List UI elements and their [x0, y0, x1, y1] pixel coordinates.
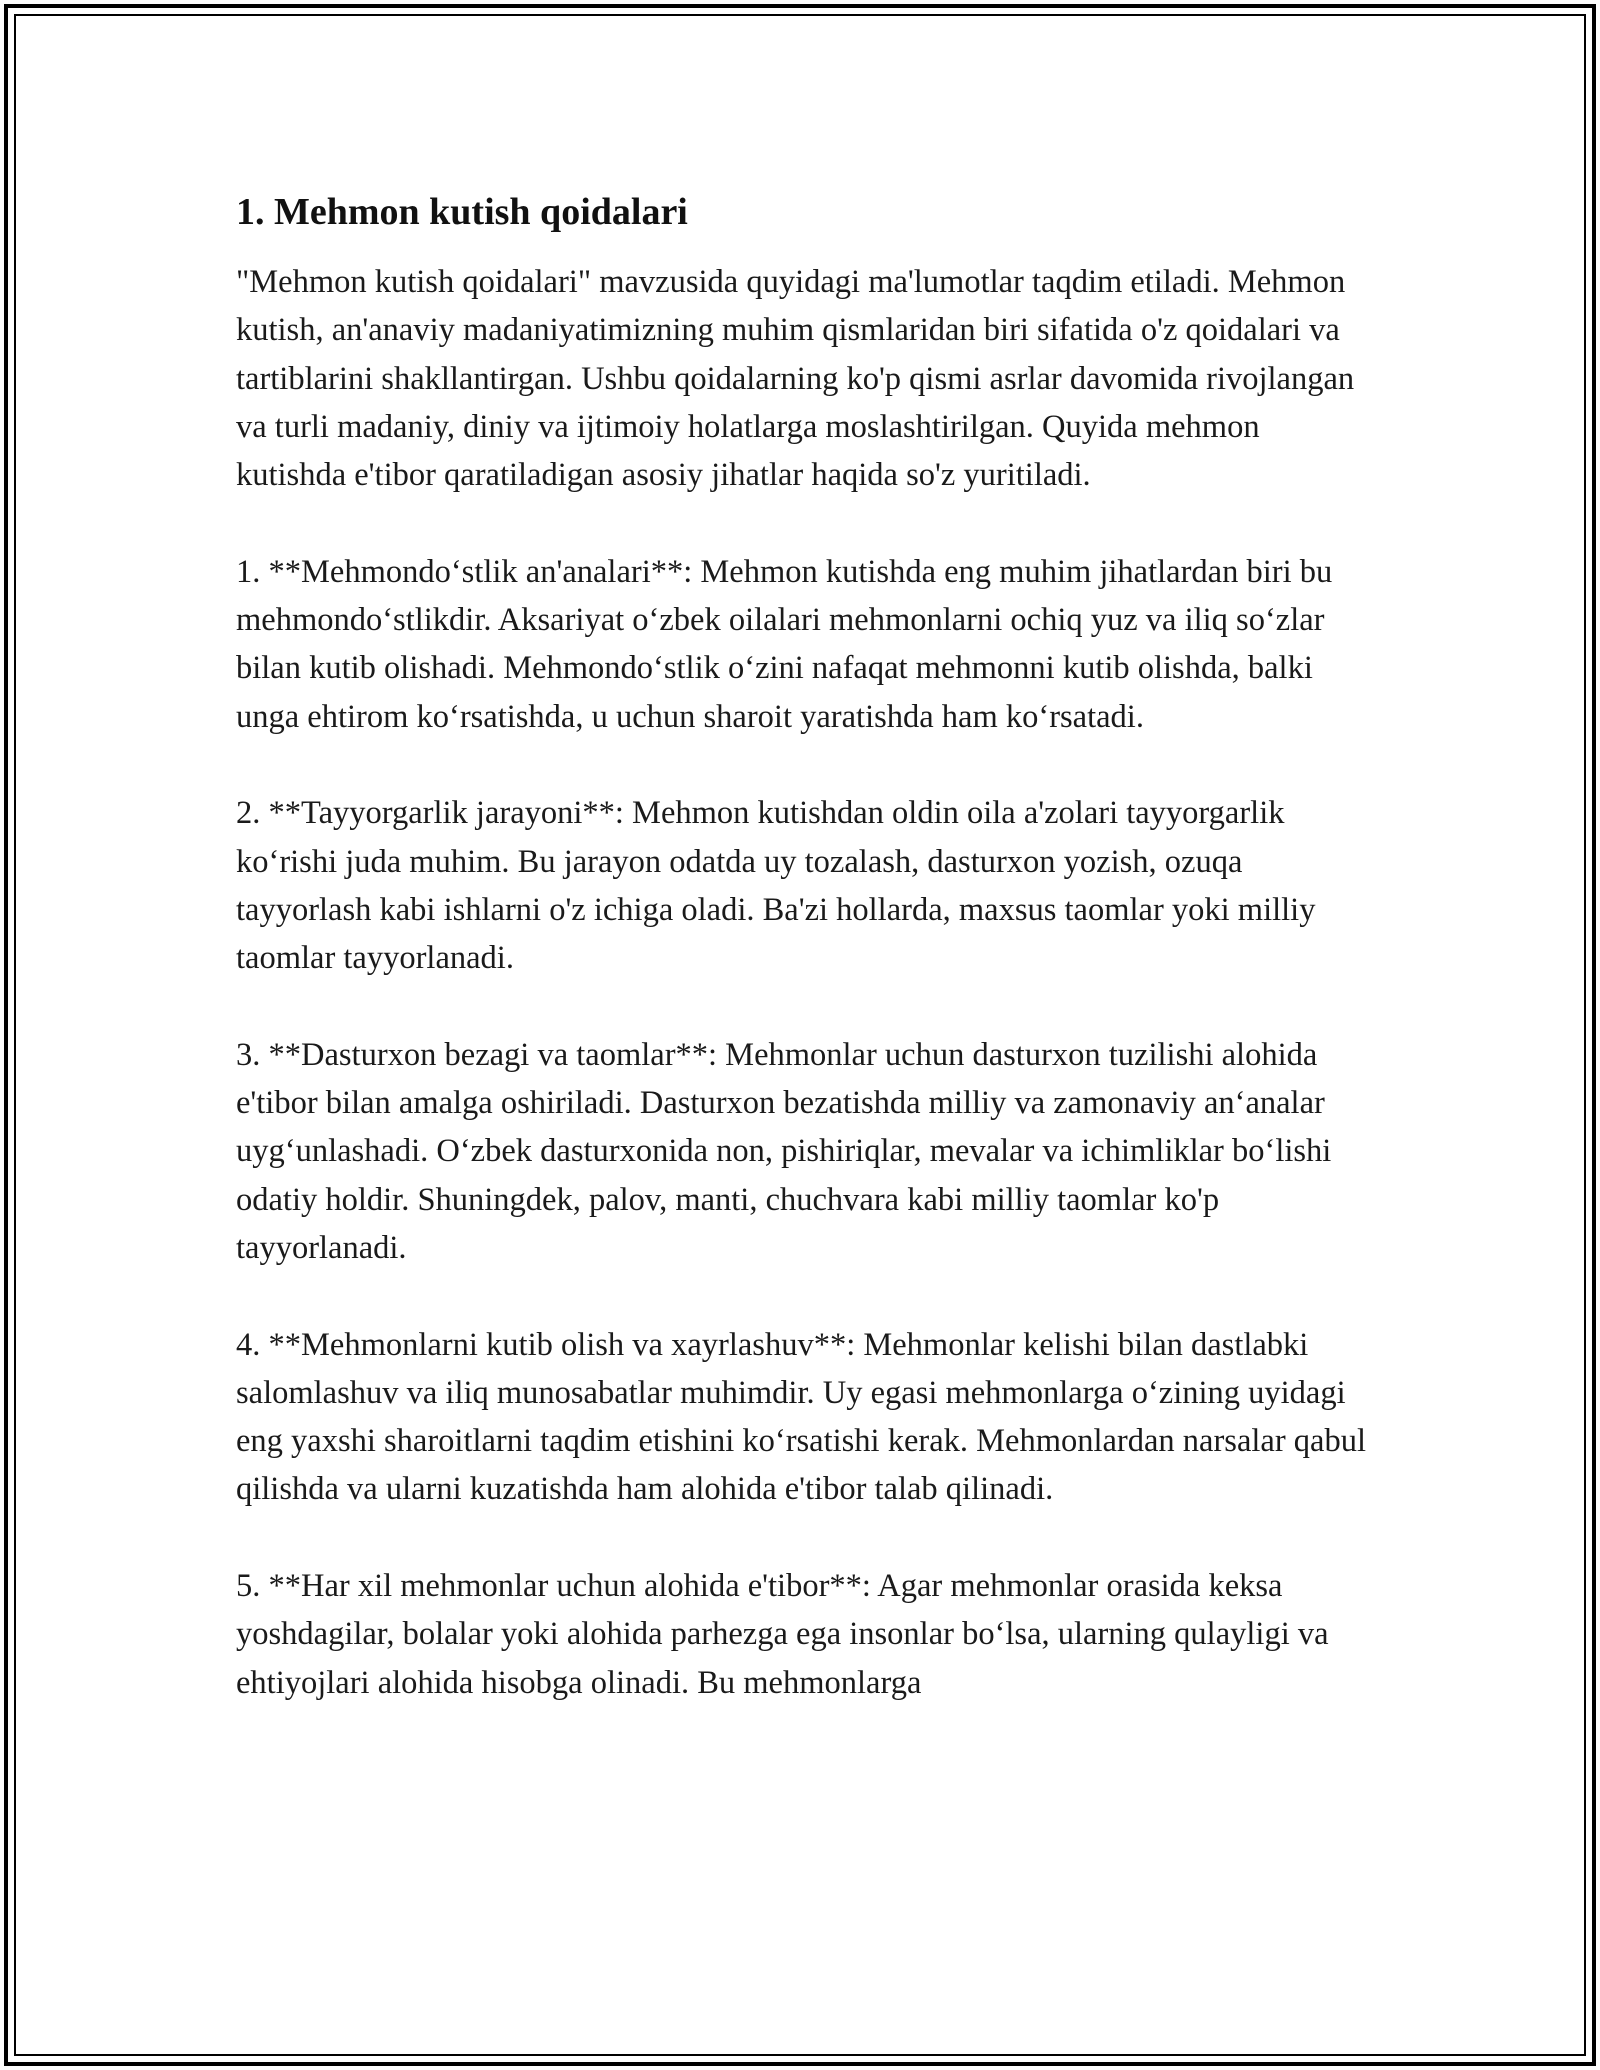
rule-paragraph-1: 1. **Mehmondo‘stlik an'analari**: Mehmon kutishda eng muhim jihatlardan biri bu mehmondo‘stlikdir. Aksariyat o‘zbek oilalari mehmonlarni ochiq yuz va iliq so‘zlar bilan kutib olishadi. Mehmondo‘stlik o‘zini nafaqat mehmonni kutib olishda, balki unga ehtirom ko‘rsatishda, u uchun sharoit yaratishda ham ko‘rsatadi.: [236, 553, 1333, 735]
document-body: [236, 186, 1376, 1707]
intro-paragraph: "Mehmon kutish qoidalari" mavzusida quyidagi ma'lumotlar taqdim etiladi. Mehmon kutish, an'anaviy madaniyatimizning muhim qismlaridan biri sifatida o'z qoidalari va tartiblarini shakllantirgan. Ushbu qoidalarning ko'p qismi asrlar davomida rivojlangan va turli madaniy, diniy va ijtimoiy holatlarga moslashtirilgan. Quyida mehmon kutishda e'tibor qaratiladigan asosiy jihatlar haqida so'z yuritiladi.: [236, 264, 1355, 494]
section-heading: 1. Mehmon kutish qoidalari: [236, 191, 688, 233]
rule-paragraph-4: 4. **Mehmonlarni kutib olish va xayrlashuv**: Mehmonlar kelishi bilan dastlabki salomlashuv va iliq munosabatlar muhimdir. Uy egasi mehmonlarga o‘zining uyidagi eng yaxshi sharoitlarni taqdim etishini ko‘rsatishi kerak. Mehmonlardan narsalar qabul qilishda va ularni kuzatishda ham alohida e'tibor talab qilinadi.: [236, 1326, 1366, 1508]
rule-paragraph-3: 3. **Dasturxon bezagi va taomlar**: Mehmonlar uchun dasturxon tuzilishi alohida e'tibor bilan amalga oshiriladi. Dasturxon bezatishda milliy va zamonaviy an‘analar uyg‘unlashadi. O‘zbek dasturxonida non, pishiriqlar, mevalar va ichimliklar bo‘lishi odatiy holdir. Shuningdek, palov, manti, chuchvara kabi milliy taomlar ko'p tayyorlanadi.: [236, 1036, 1332, 1266]
rule-paragraph-5: 5. **Har xil mehmonlar uchun alohida e'tibor**: Agar mehmonlar orasida keksa yoshdagilar, bolalar yoki alohida parhezga ega insonlar bo‘lsa, ularning qulayligi va ehtiyojlari alohida hisobga olinadi. Bu mehmonlarga: [236, 1568, 1329, 1701]
rule-paragraph-2: 2. **Tayyorgarlik jarayoni**: Mehmon kutishdan oldin oila a'zolari tayyorgarlik ko‘rishi juda muhim. Bu jarayon odatda uy tozalash, dasturxon yozish, ozuqa tayyorlash kabi ishlarni o'z ichiga oladi. Ba'zi hollarda, maxsus taomlar yoki milliy taomlar tayyorlanadi.: [236, 795, 1316, 977]
